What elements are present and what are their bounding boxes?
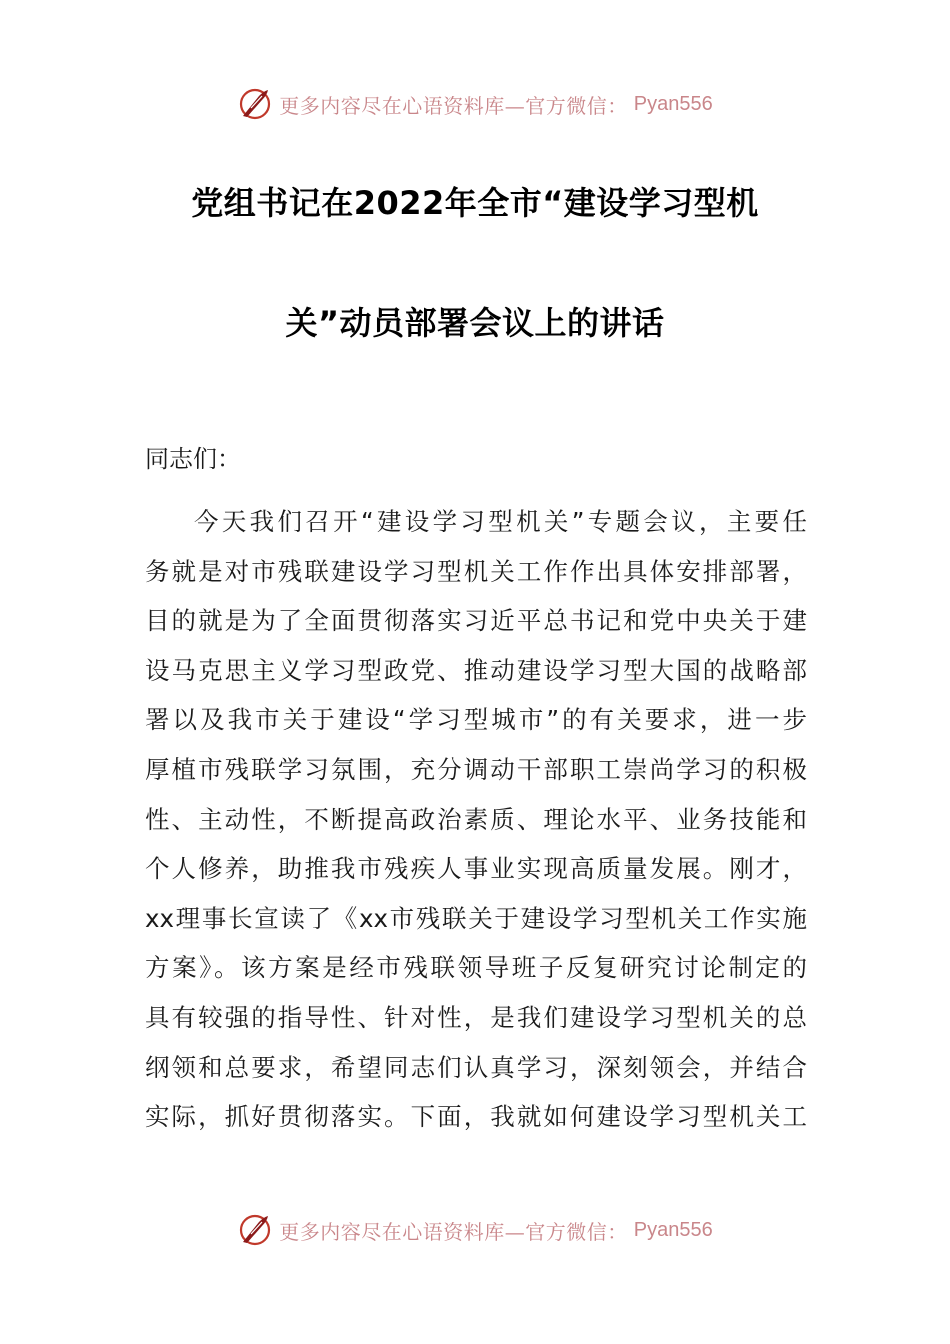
quill-pen-logo-icon <box>237 86 273 122</box>
greeting: 同志们： <box>145 445 241 473</box>
body-line: 具有较强的指导性、针对性，是我们建设学习型机关的总 <box>145 1002 807 1032</box>
body-line: 方案》。该方案是经市残联领导班子反复研究讨论制定的 <box>145 953 807 983</box>
document-title-line-2: 关”动员部署会议上的讲话 <box>285 304 665 342</box>
body-line: xx理事长宣读了《xx市残联关于建设学习型机关工作实施 <box>145 903 807 933</box>
body-line: 目的就是为了全面贯彻落实习近平总书记和党中央关于建 <box>145 606 807 636</box>
watermark-wechat-id: Pyan556 <box>633 1218 713 1241</box>
body-line: 纲领和总要求，希望同志们认真学习，深刻领会，并结合 <box>145 1052 807 1082</box>
body-line: 署以及我市关于建设“学习型城市”的有关要求，进一步 <box>145 705 807 735</box>
body-line: 厚植市残联学习氛围，充分调动干部职工崇尚学习的积极 <box>145 754 807 784</box>
watermark-header <box>0 84 950 124</box>
document-title-line-1: 党组书记在2022年全市“建设学习型机 <box>191 184 759 222</box>
quill-pen-logo-icon <box>237 1212 273 1248</box>
watermark-footer <box>0 1210 950 1250</box>
body-line: 务就是对市残联建设学习型机关工作作出具体安排部署， <box>145 556 807 586</box>
body-line: 今天我们召开“建设学习型机关”专题会议，主要任 <box>194 507 807 536</box>
watermark-text: 更多内容尽在心语资料库—官方微信： <box>279 93 628 118</box>
body-line: 性、主动性，不断提高政治素质、理论水平、业务技能和 <box>145 804 807 834</box>
body-line: 设马克思主义学习型政党、推动建设学习型大国的战略部 <box>145 655 807 685</box>
body-line: 实际，抓好贯彻落实。下面，我就如何建设学习型机关工 <box>145 1102 807 1132</box>
body-line: 个人修养，助推我市残疾人事业实现高质量发展。刚才， <box>145 854 807 884</box>
watermark-text: 更多内容尽在心语资料库—官方微信： <box>279 1219 628 1244</box>
watermark-wechat-id: Pyan556 <box>633 92 713 115</box>
body-paragraph <box>145 505 807 1150</box>
